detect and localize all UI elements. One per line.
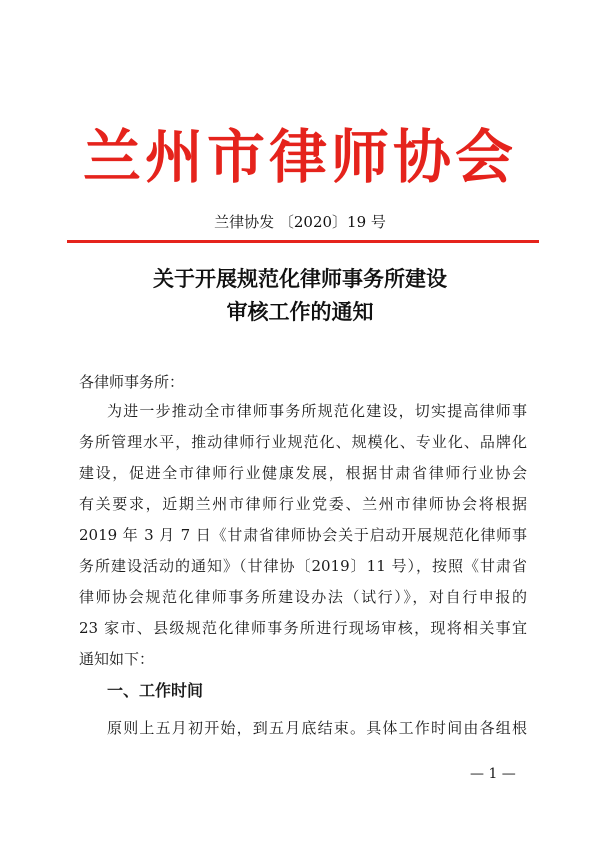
body-line: 23 家市、县级规范化律师事务所进行现场审核，现将相关事宜 [79,619,527,637]
title-line-1: 关于开展规范化律师事务所建设 [153,266,447,291]
body-line: 有关要求，近期兰州市律师行业党委、兰州市律师协会将根据 [79,495,527,513]
document-number: 兰律协发 〔2020〕19 号 [214,213,386,231]
body-line: 2019 年 3 月 7 日《甘肃省律师协会关于启动开展规范化律师事 [79,526,527,544]
page-number: — 1 — [470,766,516,782]
salutation: 各律师事务所： [79,373,185,391]
body-line: 务所建设活动的通知》（甘律协〔2019〕11 号），按照《甘肃省 [79,557,527,575]
body-line: 建设，促进全市律师行业健康发展，根据甘肃省律师行业协会 [79,464,527,482]
section-text: 原则上五月初开始，到五月底结束。具体工作时间由各组根 [107,719,527,737]
title-line-2: 审核工作的通知 [226,299,374,324]
masthead: 兰州市律师协会 [82,123,517,191]
body-line: 务所管理水平，推动律师行业规范化、规模化、专业化、品牌化 [79,433,527,451]
section-heading: 一、工作时间 [107,681,204,700]
body-line: 为进一步推动全市律师事务所规范化建设，切实提高律师事 [107,402,527,420]
body-line: 通知如下： [79,650,155,668]
body-line: 律师协会规范化律师事务所建设办法（试行）》，对自行申报的 [79,588,527,606]
document-title [0,262,600,328]
red-divider-line [67,240,539,243]
